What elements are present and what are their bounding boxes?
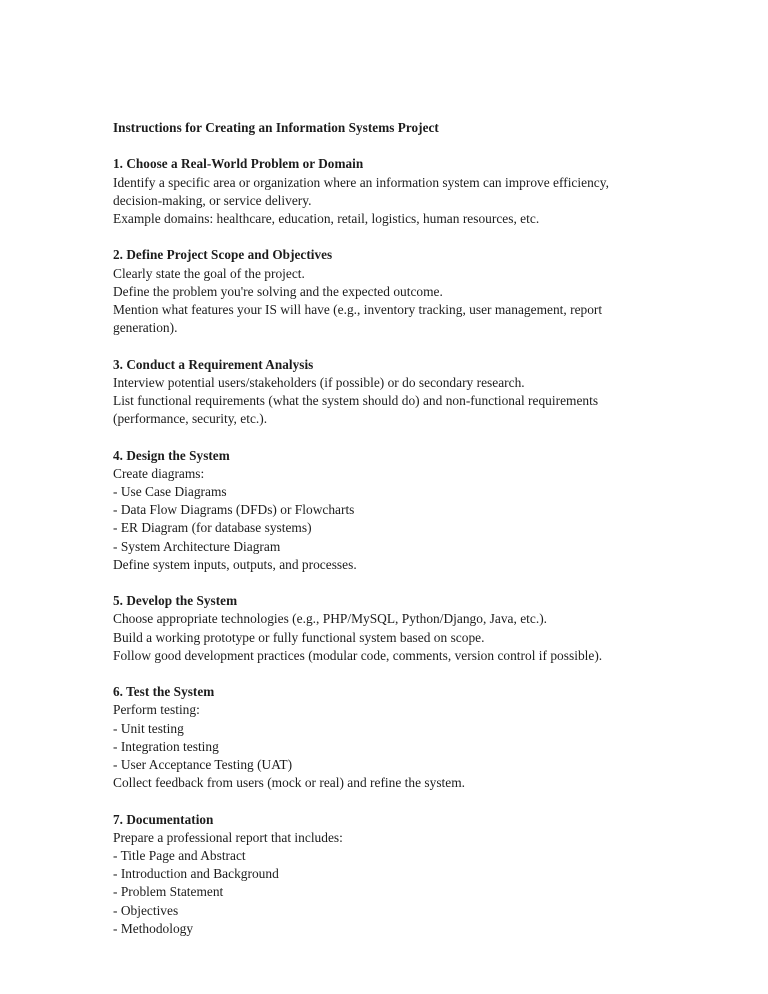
section-line: - Title Page and Abstract <box>113 848 246 864</box>
section-line: - Methodology <box>113 920 194 936</box>
section-heading: 1. Choose a Real-World Problem or Domain <box>113 156 364 172</box>
section-line: - Objectives <box>113 902 179 918</box>
document-section <box>113 683 629 792</box>
section-line: - Data Flow Diagrams (DFDs) or Flowcharts <box>113 502 355 518</box>
section-line: Identify a specific area or organization where an information system can improve efficiency, decision-making, or service delivery. <box>113 174 609 208</box>
section-heading: 4. Design the System <box>113 447 230 463</box>
document-body <box>113 119 629 938</box>
section-line: - Use Case Diagrams <box>113 484 227 499</box>
section-line: Mention what features your IS will have (e.g., inventory tracking, user management, report generation). <box>113 302 603 336</box>
section-line: Interview potential users/stakeholders (if possible) or do secondary research. <box>113 374 525 390</box>
document-section <box>113 811 629 938</box>
section-line: Choose appropriate technologies (e.g., PHP/MySQL, Python/Django, Java, etc.). <box>113 611 548 627</box>
section-line: - Integration testing <box>113 738 219 754</box>
section-line: Build a working prototype or fully functional system based on scope. <box>113 629 485 645</box>
section-heading: 2. Define Project Scope and Objectives <box>113 247 333 263</box>
section-heading: 6. Test the System <box>113 684 215 700</box>
section-heading: 5. Develop the System <box>113 593 238 609</box>
section-heading: 3. Conduct a Requirement Analysis <box>113 356 314 372</box>
document-section <box>113 356 629 429</box>
section-line: - ER Diagram (for database systems) <box>113 520 312 536</box>
section-line: Perform testing: <box>113 702 200 718</box>
document-section <box>113 592 629 665</box>
section-line: Prepare a professional report that includes: <box>113 829 343 845</box>
document-section <box>113 155 629 228</box>
section-line: Define the problem you're solving and the expected outcome. <box>113 283 443 299</box>
section-heading: 7. Documentation <box>113 811 214 827</box>
sections-container <box>113 155 629 938</box>
page-title: Instructions for Creating an Information Systems Project <box>113 120 439 135</box>
section-line: Clearly state the goal of the project. <box>113 265 305 281</box>
document-section <box>113 246 629 337</box>
section-line: - Unit testing <box>113 720 184 736</box>
section-line: List functional requirements (what the system should do) and non-functional requirements (performance, security, etc.). <box>113 393 599 427</box>
section-line: Follow good development practices (modular code, comments, version control if possible). <box>113 647 603 663</box>
section-line: - Introduction and Background <box>113 866 279 882</box>
document-section <box>113 447 629 574</box>
section-line: - User Acceptance Testing (UAT) <box>113 757 293 773</box>
section-line: Collect feedback from users (mock or real) and refine the system. <box>113 775 466 791</box>
section-line: Define system inputs, outputs, and processes. <box>113 556 357 572</box>
section-line: Example domains: healthcare, education, retail, logistics, human resources, etc. <box>113 211 540 226</box>
section-line: - Problem Statement <box>113 884 224 900</box>
section-line: - System Architecture Diagram <box>113 538 281 554</box>
section-line: Create diagrams: <box>113 465 205 481</box>
